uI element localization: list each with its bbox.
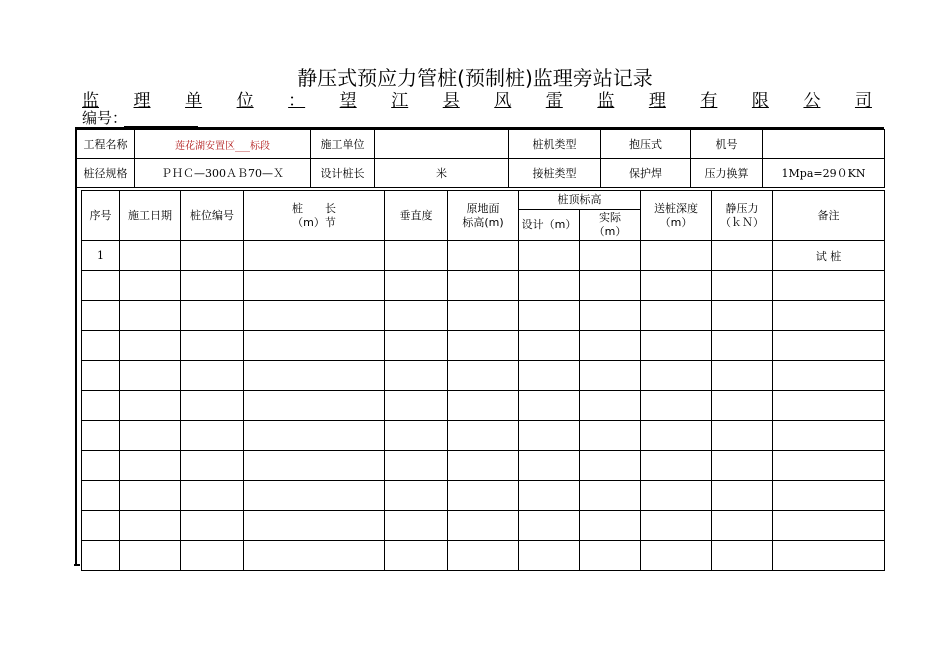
table-row (82, 511, 885, 541)
cell[interactable] (181, 541, 244, 571)
cell[interactable] (244, 331, 385, 361)
cell[interactable] (580, 331, 641, 361)
table-row (82, 301, 885, 331)
cell[interactable] (580, 481, 641, 511)
cell[interactable] (773, 301, 885, 331)
cell[interactable] (580, 391, 641, 421)
cell[interactable] (712, 541, 773, 571)
col-pile-length-top: 桩 长 (292, 201, 336, 215)
cell[interactable] (519, 541, 580, 571)
cell[interactable] (448, 241, 519, 271)
design-length-label: 设计桩长 (311, 159, 375, 188)
col-date: 施工日期 (120, 191, 181, 241)
cell[interactable] (82, 361, 120, 391)
cell[interactable] (244, 241, 385, 271)
pile-spec-label: 桩径规格 (77, 159, 135, 188)
cell[interactable] (244, 481, 385, 511)
cell[interactable] (448, 541, 519, 571)
cell[interactable] (120, 421, 181, 451)
cell[interactable] (519, 301, 580, 331)
cell[interactable] (244, 271, 385, 301)
cell[interactable] (641, 421, 712, 451)
table-row (82, 541, 885, 571)
pile-machine-type-value[interactable]: 抱压式 (601, 130, 691, 159)
frame-left-border (75, 127, 77, 566)
cell[interactable] (641, 241, 712, 271)
cell[interactable] (181, 481, 244, 511)
cell[interactable] (385, 451, 448, 481)
cell[interactable] (181, 391, 244, 421)
cell[interactable] (773, 271, 885, 301)
cell[interactable] (385, 541, 448, 571)
cell[interactable] (519, 451, 580, 481)
unit-char: 公 (803, 91, 821, 111)
unit-char: 司 (854, 91, 872, 111)
cell[interactable] (244, 361, 385, 391)
cell[interactable] (641, 481, 712, 511)
unit-char: 雷 (545, 91, 563, 111)
table-row (82, 421, 885, 451)
cell[interactable] (712, 421, 773, 451)
cell[interactable] (519, 331, 580, 361)
unit-char: 望 (339, 91, 357, 111)
unit-char: 单 (185, 91, 203, 111)
info-table (76, 129, 885, 188)
header-row (82, 191, 885, 210)
cell[interactable] (580, 241, 641, 271)
cell[interactable] (712, 301, 773, 331)
cell[interactable] (580, 271, 641, 301)
cell[interactable] (773, 421, 885, 451)
cell[interactable] (519, 481, 580, 511)
col-seq: 序号 (82, 191, 120, 241)
cell[interactable] (519, 271, 580, 301)
project-name-value[interactable]: 莲花湖安置区___标段 (135, 130, 311, 159)
record-table (81, 190, 885, 571)
cell[interactable] (181, 331, 244, 361)
cell[interactable] (773, 361, 885, 391)
cell[interactable] (82, 541, 120, 571)
col-pile-length (244, 191, 385, 241)
table-row (82, 481, 885, 511)
cell[interactable] (385, 421, 448, 451)
cell[interactable] (712, 241, 773, 271)
cell[interactable] (712, 271, 773, 301)
unit-char: 江 (391, 91, 409, 111)
cell[interactable] (82, 391, 120, 421)
cell[interactable] (385, 511, 448, 541)
joint-type-value[interactable]: 保护焊 (601, 159, 691, 188)
col-remarks: 备注 (773, 191, 885, 241)
cell[interactable] (181, 241, 244, 271)
cell[interactable] (448, 361, 519, 391)
cell[interactable] (181, 271, 244, 301)
unit-char: 理 (648, 91, 666, 111)
joint-type-label: 接桩类型 (509, 159, 601, 188)
col-depth (641, 191, 712, 241)
col-pressure-bottom: （ｋＮ） (720, 215, 764, 229)
cell[interactable] (181, 511, 244, 541)
cell[interactable] (120, 511, 181, 541)
cell[interactable] (448, 481, 519, 511)
cell[interactable] (773, 391, 885, 421)
cell[interactable] (120, 241, 181, 271)
table-row (82, 331, 885, 361)
unit-char: 监 (82, 91, 99, 111)
serial-number-label: 编号： (82, 109, 128, 127)
table-row (82, 241, 885, 271)
cell[interactable] (580, 301, 641, 331)
cell[interactable] (448, 301, 519, 331)
cell[interactable] (641, 511, 712, 541)
cell[interactable] (641, 301, 712, 331)
cell[interactable] (448, 331, 519, 361)
cell[interactable] (773, 541, 885, 571)
cell[interactable] (773, 481, 885, 511)
col-actual (580, 210, 641, 241)
cell[interactable] (448, 421, 519, 451)
cell[interactable] (712, 511, 773, 541)
cell[interactable] (385, 331, 448, 361)
cell[interactable] (82, 451, 120, 481)
col-actual-bottom: （m） (593, 225, 627, 238)
cell[interactable] (580, 451, 641, 481)
cell[interactable] (120, 481, 181, 511)
cell[interactable] (448, 391, 519, 421)
cell[interactable] (448, 271, 519, 301)
cell[interactable] (641, 361, 712, 391)
cell[interactable] (120, 271, 181, 301)
cell[interactable] (181, 451, 244, 481)
cell[interactable] (385, 481, 448, 511)
unit-char: 监 (597, 91, 615, 111)
table-row (82, 361, 885, 391)
cell[interactable] (181, 361, 244, 391)
unit-char: 风 (494, 91, 512, 111)
col-pile-no: 桩位编号 (181, 191, 244, 241)
cell-seq[interactable]: 1 (82, 241, 120, 271)
col-ground-top: 原地面 (466, 201, 500, 215)
cell[interactable] (120, 331, 181, 361)
cell[interactable] (519, 361, 580, 391)
cell[interactable] (385, 391, 448, 421)
unit-char: ： (288, 91, 306, 111)
page-title: 静压式预应力管桩(预制桩)监理旁站记录 (297, 66, 653, 90)
cell[interactable] (244, 421, 385, 451)
col-verticality: 垂直度 (385, 191, 448, 241)
cell[interactable] (641, 541, 712, 571)
cell[interactable] (181, 421, 244, 451)
col-pressure-top: 静压力 (725, 201, 759, 215)
cell[interactable] (120, 451, 181, 481)
col-design: 设计（m） (519, 210, 580, 241)
cell[interactable] (519, 241, 580, 271)
col-ground-bottom: 标高(m) (462, 215, 504, 229)
frame-bottom-tick (74, 564, 80, 566)
cell-remark[interactable]: 试 桩 (773, 241, 885, 271)
col-depth-bottom: （m） (659, 215, 693, 229)
cell[interactable] (580, 511, 641, 541)
machine-no-label: 机号 (691, 130, 763, 159)
cell[interactable] (385, 361, 448, 391)
unit-char: 位 (236, 91, 254, 111)
cell[interactable] (712, 391, 773, 421)
project-name-label: 工程名称 (77, 130, 135, 159)
cell[interactable] (773, 451, 885, 481)
cell[interactable] (385, 301, 448, 331)
cell[interactable] (244, 511, 385, 541)
cell[interactable] (448, 451, 519, 481)
cell[interactable] (641, 451, 712, 481)
cell[interactable] (641, 391, 712, 421)
cell[interactable] (120, 361, 181, 391)
cell[interactable] (580, 541, 641, 571)
cell[interactable] (181, 301, 244, 331)
pile-spec-value[interactable]: ＰＨＣ—300ＡＢ70—Ｘ (135, 159, 311, 188)
machine-no-value[interactable] (763, 130, 885, 159)
cell[interactable] (773, 511, 885, 541)
cell[interactable] (712, 331, 773, 361)
unit-char: 有 (700, 91, 718, 111)
design-length-value[interactable]: 米 (375, 159, 509, 188)
unit-char: 县 (442, 91, 460, 111)
cell[interactable] (82, 301, 120, 331)
cell[interactable] (641, 271, 712, 301)
cell[interactable] (580, 421, 641, 451)
info-row (77, 130, 885, 159)
col-actual-top: 实际 (599, 211, 621, 224)
info-row (77, 159, 885, 188)
pile-machine-type-label: 桩机类型 (509, 130, 601, 159)
cell[interactable] (773, 331, 885, 361)
construction-unit-value[interactable] (375, 130, 509, 159)
cell[interactable] (82, 511, 120, 541)
cell[interactable] (120, 391, 181, 421)
unit-char: 理 (133, 91, 151, 111)
cell[interactable] (244, 541, 385, 571)
col-depth-top: 送桩深度 (654, 201, 698, 215)
cell[interactable] (120, 301, 181, 331)
supervision-unit-line (82, 90, 872, 112)
table-row (82, 451, 885, 481)
cell[interactable] (519, 391, 580, 421)
table-row (82, 271, 885, 301)
cell[interactable] (519, 421, 580, 451)
col-top-elevation: 桩顶标高 (519, 191, 641, 210)
cell[interactable] (120, 541, 181, 571)
pressure-conversion-label: 压力换算 (691, 159, 763, 188)
cell[interactable] (82, 481, 120, 511)
cell[interactable] (580, 361, 641, 391)
cell[interactable] (82, 331, 120, 361)
unit-char: 限 (751, 91, 769, 111)
table-row (82, 391, 885, 421)
col-ground-elevation (448, 191, 519, 241)
construction-unit-label: 施工单位 (311, 130, 375, 159)
cell[interactable] (641, 331, 712, 361)
col-pile-length-bottom: （m）节 (292, 215, 336, 229)
cell[interactable] (712, 361, 773, 391)
cell[interactable] (712, 451, 773, 481)
cell[interactable] (519, 511, 580, 541)
cell[interactable] (244, 451, 385, 481)
cell[interactable] (448, 511, 519, 541)
pressure-conversion-value[interactable]: 1Mpa=29０KN (763, 159, 885, 188)
cell[interactable] (712, 481, 773, 511)
cell[interactable] (82, 421, 120, 451)
cell[interactable] (244, 301, 385, 331)
cell[interactable] (385, 241, 448, 271)
cell[interactable] (82, 271, 120, 301)
cell[interactable] (244, 391, 385, 421)
cell[interactable] (385, 271, 448, 301)
col-pressure (712, 191, 773, 241)
